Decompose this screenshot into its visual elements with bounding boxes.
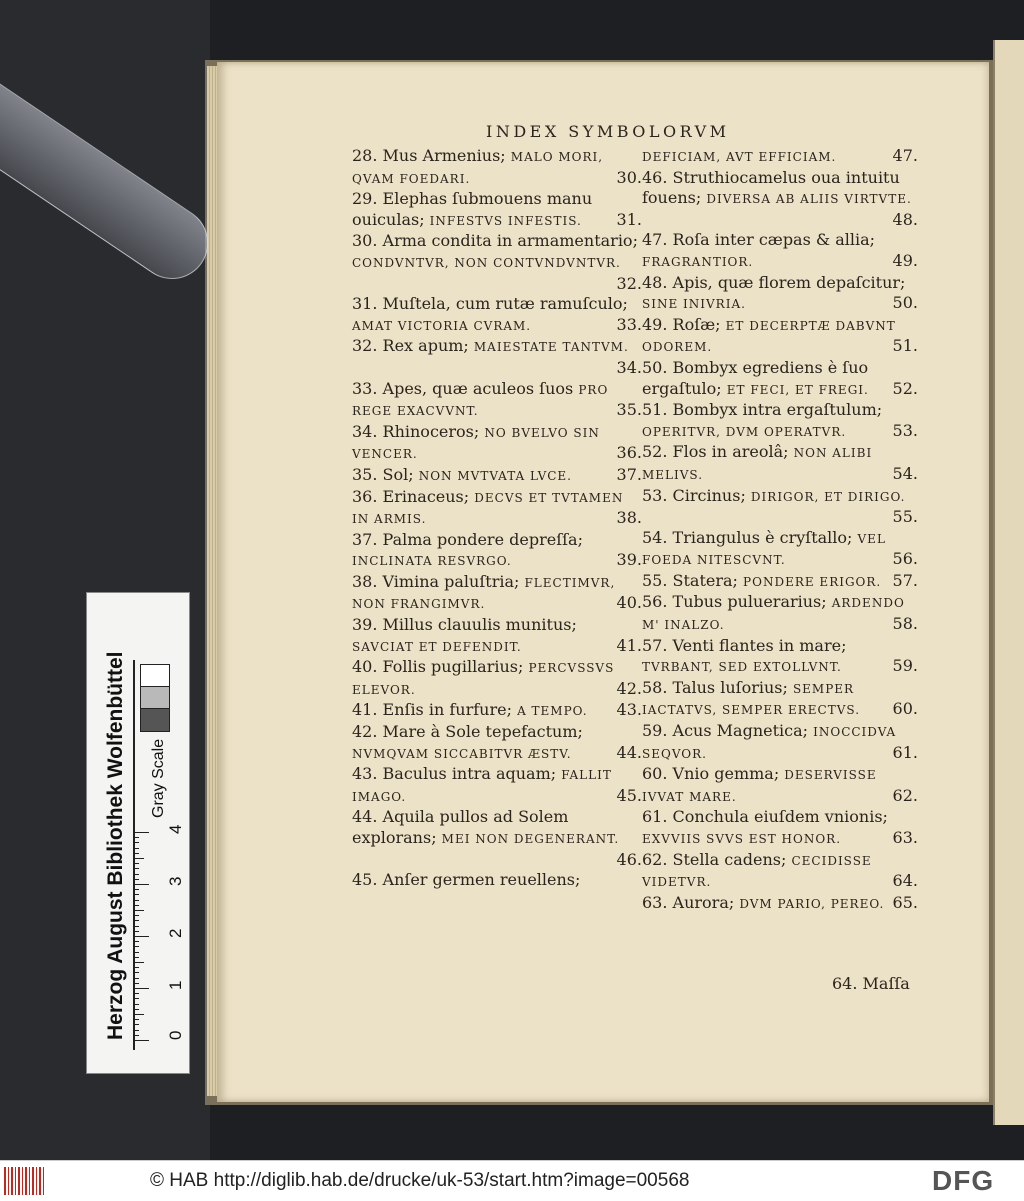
entry-title: 53. Circinus; bbox=[642, 485, 751, 505]
index-entry bbox=[642, 636, 918, 678]
entry-motto: MAIESTATE TANTVM. bbox=[473, 340, 629, 355]
entry-page-number: 51. bbox=[892, 336, 918, 356]
entry-title: 36. Erinaceus; bbox=[352, 486, 475, 506]
ruler-tick bbox=[133, 998, 139, 999]
entry-page-number: 53. bbox=[892, 420, 918, 440]
entry-title: 59. Acus Magnetica; bbox=[642, 721, 814, 741]
index-entry bbox=[642, 807, 918, 849]
index-entry bbox=[642, 230, 918, 272]
entry-motto: INFESTVS INFESTIS. bbox=[429, 213, 582, 228]
entry-title: 35. Sol; bbox=[352, 464, 419, 484]
ruler-tick bbox=[133, 952, 139, 953]
index-entry bbox=[352, 807, 642, 870]
ruler-tick bbox=[133, 894, 139, 895]
ruler-tick bbox=[133, 874, 139, 875]
index-entry bbox=[642, 893, 918, 915]
entry-page-number: 44. bbox=[616, 742, 642, 762]
ruler-number-2: 2 bbox=[166, 928, 185, 938]
footer-bar bbox=[0, 1160, 1024, 1201]
index-entry bbox=[642, 678, 918, 721]
entry-page-number: 47. bbox=[892, 146, 918, 165]
entry-page-number: 64. bbox=[892, 871, 918, 891]
index-entry bbox=[642, 571, 918, 593]
index-entry bbox=[642, 168, 918, 231]
entry-motto: TVRBANT, SED EXTOLLVNT. bbox=[642, 660, 842, 675]
index-entry bbox=[352, 700, 642, 722]
entry-motto: FALLIT IMAGO. bbox=[352, 768, 612, 804]
gray-patch-light bbox=[140, 686, 170, 710]
entry-title: 32. Rex apum; bbox=[352, 336, 474, 356]
ruler-tick bbox=[133, 931, 139, 932]
index-entry bbox=[642, 486, 918, 528]
entry-page-number: 65. bbox=[892, 892, 918, 912]
ruler-tick bbox=[133, 900, 139, 901]
entry-motto: DECVS ET TVTAMEN IN ARMIS. bbox=[352, 490, 624, 527]
ruler-tick bbox=[133, 1004, 139, 1005]
ruler-line bbox=[133, 660, 135, 1050]
entry-motto: VEL FOEDA NITESCVNT. bbox=[642, 531, 886, 568]
hab-barcode-icon bbox=[4, 1167, 46, 1195]
index-entry bbox=[352, 722, 642, 764]
entry-title: 62. Stella cadens; bbox=[642, 849, 792, 869]
entry-title: 57. Venti flantes in mare; bbox=[642, 635, 847, 655]
index-entry bbox=[352, 615, 642, 657]
entry-motto: MEI NON DEGENERANT. bbox=[441, 832, 620, 846]
library-name: Herzog August Bibliothek Wolfenbüttel bbox=[104, 651, 127, 1040]
entry-title: 50. Bombyx egrediens è ſuo ergaſtulo; bbox=[642, 357, 869, 398]
entry-motto: ET DECERPTÆ DABVNT ODOREM. bbox=[642, 318, 896, 355]
facing-page-edge bbox=[993, 40, 1024, 1125]
ruler-tick bbox=[133, 936, 149, 937]
entry-page-number: 59. bbox=[892, 656, 918, 676]
gray-scale-label: Gray Scale bbox=[150, 738, 167, 818]
index-entry bbox=[352, 764, 642, 807]
entry-title: 40. Follis pugillarius; bbox=[352, 657, 529, 677]
ruler-tick bbox=[133, 884, 149, 885]
index-entry bbox=[352, 487, 642, 530]
ruler-number-0: 0 bbox=[166, 1030, 185, 1040]
ruler-tick bbox=[133, 957, 139, 958]
entry-title: 30. Arma condita in armamentario; bbox=[352, 231, 638, 251]
entry-title: 48. Apis, quæ florem depaſcitur; bbox=[642, 272, 906, 292]
entry-page-number: 57. bbox=[892, 570, 918, 590]
ruler-tick bbox=[133, 1030, 139, 1031]
entry-title: 42. Mare à Sole tepefactum; bbox=[352, 722, 583, 742]
entry-page-number: 49. bbox=[892, 250, 918, 270]
entry-title: 31. Muſtela, cum rutæ ramuſculo; bbox=[352, 294, 628, 314]
ruler-tick bbox=[133, 889, 139, 890]
gray-patch-dark bbox=[140, 708, 170, 732]
ruler-tick bbox=[133, 848, 139, 849]
entry-page-number: 37. bbox=[616, 464, 642, 484]
entry-motto: DIRIGOR, ET DIRIGO. bbox=[750, 489, 906, 504]
entry-title: 38. Vimina paluſtria; bbox=[352, 571, 525, 591]
dfg-logo-icon: DFG bbox=[932, 1165, 995, 1196]
ruler-tick bbox=[133, 920, 139, 921]
ruler-tick bbox=[133, 842, 139, 843]
index-entry bbox=[352, 231, 642, 294]
ruler-tick bbox=[133, 910, 144, 911]
entry-page-number: 32. bbox=[616, 273, 642, 293]
index-entry bbox=[352, 189, 642, 231]
ruler-tick bbox=[133, 1014, 144, 1015]
ruler-number-1: 1 bbox=[166, 980, 185, 990]
index-entry bbox=[642, 592, 918, 635]
entry-motto: PERCVSSVS ELEVOR. bbox=[352, 661, 615, 697]
entry-title: 56. Tubus puluerarius; bbox=[642, 592, 832, 612]
entry-title: 49. Roſæ; bbox=[642, 314, 726, 334]
entry-title: 60. Vnio gemma; bbox=[642, 764, 785, 784]
entry-motto: DESERVISSE IVVAT MARE. bbox=[642, 768, 877, 804]
entry-title: 52. Flos in areolâ; bbox=[642, 442, 794, 462]
catchword: 64. Maſſa bbox=[832, 974, 910, 993]
entry-title: 39. Millus clauulis munitus; bbox=[352, 615, 577, 635]
entry-page-number: 31. bbox=[616, 209, 642, 229]
index-entry bbox=[642, 764, 918, 807]
ruler-tick bbox=[133, 1009, 139, 1010]
ruler-tick bbox=[133, 837, 139, 838]
entry-motto: DEFICIAM, AVT EFFICIAM. bbox=[642, 150, 837, 164]
ruler-tick bbox=[133, 972, 139, 973]
entry-page-number: 60. bbox=[892, 699, 918, 719]
entry-page-number: 46. bbox=[616, 849, 642, 869]
entry-page-number: 61. bbox=[892, 742, 918, 762]
entry-motto: DIVERSA AB ALIIS VIRTVTE. bbox=[706, 192, 912, 207]
entry-page-number: 43. bbox=[616, 700, 642, 720]
footer-copyright-link[interactable]: © HAB http://diglib.hab.de/drucke/uk-53/start.htm?image=00568 bbox=[150, 1170, 690, 1191]
ruler-tick bbox=[133, 983, 139, 984]
entry-page-number: 40. bbox=[616, 593, 642, 613]
index-entry bbox=[352, 336, 642, 378]
entry-motto: DVM PARIO, PEREO. bbox=[739, 896, 885, 911]
entry-page-number: 63. bbox=[892, 828, 918, 847]
entry-page-number: 34. bbox=[616, 357, 642, 377]
entry-motto: FRAGRANTIOR. bbox=[642, 254, 754, 269]
entry-title: 63. Aurora; bbox=[642, 892, 740, 912]
entry-page-number: 30. bbox=[616, 167, 642, 187]
index-entry bbox=[352, 530, 642, 572]
entry-motto: ET FECI, ET FREGI. bbox=[726, 382, 869, 397]
index-entry bbox=[352, 422, 642, 465]
ruler-tick bbox=[133, 868, 139, 869]
entry-page-number: 58. bbox=[892, 614, 918, 634]
ruler-tick bbox=[133, 941, 139, 942]
ruler-number-4: 4 bbox=[166, 824, 185, 834]
ruler-tick bbox=[133, 1019, 139, 1020]
entry-motto: NVMQVAM SICCABITVR ÆSTV. bbox=[352, 746, 572, 761]
entry-title: 55. Statera; bbox=[642, 570, 744, 590]
index-entry bbox=[642, 721, 918, 764]
index-entry bbox=[352, 146, 642, 189]
entry-page-number: 45. bbox=[616, 785, 642, 805]
ruler-tick bbox=[133, 1024, 139, 1025]
index-entry bbox=[352, 870, 642, 891]
entry-title: 58. Talus luſorius; bbox=[642, 677, 793, 697]
entry-motto: INOCCIDVA SEQVOR. bbox=[642, 725, 897, 761]
entry-page-number: 62. bbox=[892, 785, 918, 805]
index-entry bbox=[642, 315, 918, 358]
ruler-tick bbox=[133, 1040, 149, 1041]
entry-title: 45. Anſer germen reuellens; bbox=[352, 870, 581, 890]
entry-motto: CONDVNTVR, NON CONTVNDVNTVR. bbox=[352, 255, 621, 270]
index-entry bbox=[642, 273, 918, 315]
entry-motto: SINE INIVRIA. bbox=[642, 297, 746, 312]
entry-page-number: 33. bbox=[616, 314, 642, 334]
index-entry bbox=[352, 465, 642, 487]
entry-page-number: 48. bbox=[892, 209, 918, 229]
gray-patch-white bbox=[140, 664, 170, 688]
entry-motto: A TEMPO. bbox=[517, 704, 588, 719]
entry-page-number: 35. bbox=[616, 400, 642, 420]
entry-title: 33. Apes, quæ aculeos ſuos bbox=[352, 378, 579, 398]
index-entry bbox=[352, 572, 642, 615]
entry-motto: FLECTIMVR, NON FRANGIMVR. bbox=[352, 575, 616, 612]
index-entry bbox=[642, 850, 918, 893]
index-entry bbox=[352, 294, 642, 336]
index-entry bbox=[642, 528, 918, 571]
entry-motto: CECIDISSE VIDETVR. bbox=[642, 853, 872, 890]
entry-title: 61. Conchula eiuſdem vnionis; bbox=[642, 807, 888, 827]
entry-motto: INCLINATA RESVRGO. bbox=[352, 554, 512, 569]
ruler-tick bbox=[133, 988, 149, 989]
entry-title: 51. Bombyx intra ergaſtulum; bbox=[642, 400, 883, 420]
entry-page-number: 55. bbox=[892, 507, 918, 527]
entry-page-number: 56. bbox=[892, 549, 918, 569]
ruler-tick bbox=[133, 946, 139, 947]
entry-title: 34. Rhinoceros; bbox=[352, 421, 485, 441]
entry-motto: OPERITVR, DVM OPERATVR. bbox=[642, 424, 847, 439]
ruler-tick bbox=[133, 962, 144, 963]
entry-motto: NO BVELVO SIN VENCER. bbox=[352, 425, 600, 462]
index-entry bbox=[642, 400, 918, 442]
entry-page-number: 42. bbox=[616, 678, 642, 698]
entry-title: 46. Struthiocamelus oua intuitu fouens; bbox=[642, 167, 900, 208]
entry-title: 37. Palma pondere depreſſa; bbox=[352, 529, 583, 549]
index-entry bbox=[352, 379, 642, 422]
index-entry bbox=[642, 146, 918, 168]
entry-title: 43. Baculus intra aquam; bbox=[352, 764, 562, 784]
ruler-tick bbox=[133, 858, 144, 859]
ruler-tick bbox=[133, 915, 139, 916]
page-header: INDEX SYMBOLORVM bbox=[486, 122, 730, 141]
entry-motto: SEMPER IACTATVS, SEMPER ERECTVS. bbox=[642, 681, 861, 718]
entry-page-number: 41. bbox=[616, 635, 642, 655]
ruler-number-3: 3 bbox=[166, 876, 185, 886]
ruler-tick bbox=[133, 879, 139, 880]
index-column-right bbox=[642, 146, 918, 914]
entry-title: 54. Triangulus è cryſtallo; bbox=[642, 527, 858, 547]
entry-page-number: 50. bbox=[892, 293, 918, 313]
entry-motto: SAVCIAT ET DEFENDIT. bbox=[352, 639, 522, 654]
entry-title: 28. Mus Armenius; bbox=[352, 146, 511, 165]
ruler-tick bbox=[133, 863, 139, 864]
entry-motto: MALO MORI, QVAM FOEDARI. bbox=[352, 150, 604, 186]
ruler-tick bbox=[133, 853, 139, 854]
entry-motto: PRO REGE EXACVVNT. bbox=[352, 382, 609, 419]
ruler-tick bbox=[133, 926, 139, 927]
entry-page-number: 39. bbox=[616, 550, 642, 570]
index-entry bbox=[352, 657, 642, 700]
entry-page-number: 36. bbox=[616, 443, 642, 463]
ruler-tick bbox=[133, 905, 139, 906]
entry-page-number: 38. bbox=[616, 508, 642, 528]
entry-motto: AMAT VICTORIA CVRAM. bbox=[352, 318, 532, 333]
entry-motto: PONDERE ERIGOR. bbox=[743, 574, 882, 589]
entry-motto: ARDENDO M' INALZO. bbox=[642, 596, 905, 633]
entry-title: 41. Enſis in furfure; bbox=[352, 700, 518, 720]
entry-motto: NON MVTVATA LVCE. bbox=[418, 468, 572, 483]
entry-title: 29. Elephas ſubmouens manu ouiculas; bbox=[352, 189, 593, 229]
entry-title: 47. Roſa inter cæpas & allia; bbox=[642, 230, 876, 250]
entry-motto: EXVVIIS SVVS EST HONOR. bbox=[642, 832, 842, 846]
entry-page-number: 52. bbox=[892, 378, 918, 398]
entry-motto: NON ALIBI MELIVS. bbox=[642, 446, 873, 482]
index-entry bbox=[642, 442, 918, 485]
ruler-tick bbox=[133, 832, 149, 833]
ruler-tick bbox=[133, 993, 139, 994]
index-entry bbox=[642, 358, 918, 400]
entry-page-number: 54. bbox=[892, 463, 918, 483]
index-column-left bbox=[352, 146, 642, 891]
entry-title: 44. Aquila pullos ad Solem explorans; bbox=[352, 807, 569, 847]
ruler-tick bbox=[133, 1035, 139, 1036]
ruler-tick bbox=[133, 967, 139, 968]
ruler-tick bbox=[133, 978, 139, 979]
